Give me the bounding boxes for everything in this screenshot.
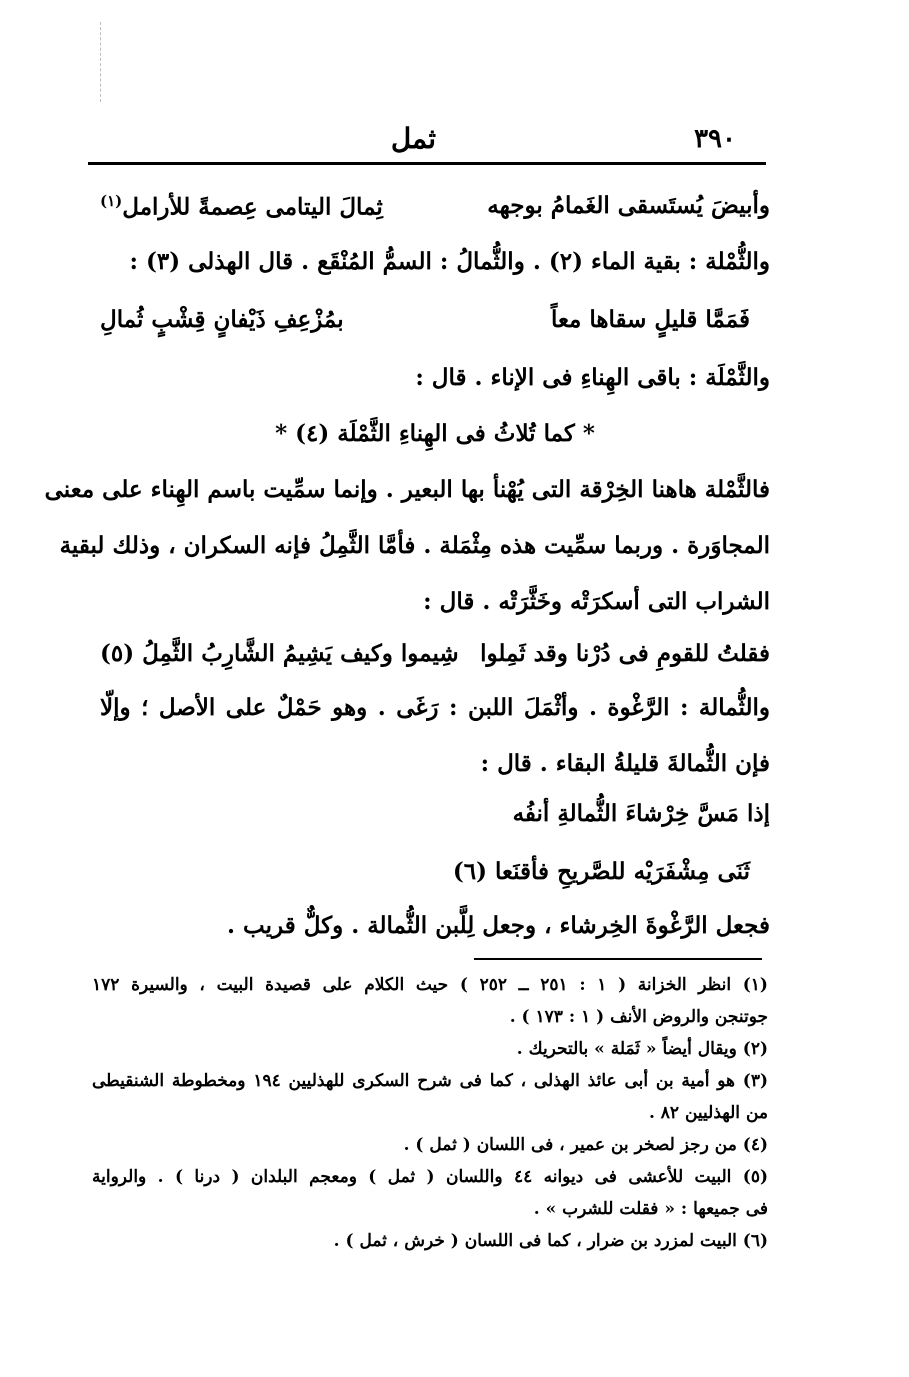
para-3-line-1: فجعل الرَّغْوةَ الخِرشاء ، وجعل لِلَّبن الثُّمالة . وكلٌّ قريب . — [227, 912, 770, 939]
verse-2 — [100, 306, 770, 346]
footnote-2: (٢) ويقال أيضاً « ثَمَلة » بالتحريك . — [516, 1039, 768, 1059]
para-1-line-1: فالثَّمْلة هاهنا الخِرْقة التى يُهْنأ بها البعير . وإنما سمِّيت باسم الهِناء على معنى — [44, 476, 770, 503]
verse-1-first-hemistich: وأبيضَ يُستَسقى الغَمامُ بوجهه — [487, 192, 770, 219]
footnote-4: (٤) من رجز لصخر بن عمير ، فى اللسان ( ثمل ) . — [403, 1135, 768, 1155]
scan-margin-mark — [100, 22, 102, 102]
footnote-5-line-1: (٥) البيت للأعشى فى ديوانه ٤٤ واللسان ( ثمل ) ومعجم البلدان ( درنا ) . والرواية — [92, 1167, 768, 1187]
verse-1-second-text: ثِمالَ اليتامى عِصمةً للأرامل — [122, 193, 383, 221]
footnote-rule — [474, 958, 762, 960]
verse-4-first-hemistich: إذا مَسَّ خِرْشاءَ الثُّمالةِ أنفُه — [512, 800, 770, 827]
footnote-5-line-2: فى جميعها : « فقلت للشرب » . — [533, 1199, 768, 1219]
verse-3 — [100, 640, 770, 680]
verse-3-first-hemistich: فقلتُ للقومِ فى دُرْنا وقد ثَمِلوا — [480, 640, 770, 667]
para-2-line-2: فإن الثُّمالةَ قليلةُ البقاء . قال : — [480, 750, 770, 777]
footnote-1-line-1: (١) انظر الخزانة ( ١ : ٢٥١ ــ ٢٥٢ ) حيث الكلام على قصيدة البيت ، والسيرة ١٧٢ — [92, 975, 768, 995]
verse-2-second-hemistich: بمُزْعِفِ ذَيْفانٍ قِشْبٍ ثُمالِ — [100, 306, 344, 333]
footnote-3-line-1: (٣) هو أمية بن أبى عائذ الهذلى ، كما فى شرح السكرى للهذليين ١٩٤ ومخطوطة الشنقيطى — [92, 1071, 768, 1091]
page-number: ٣٩٠ — [694, 124, 736, 154]
footnote-1-line-2: جوتنجن والروض الأنف ( ١ : ١٧٣ ) . — [509, 1007, 768, 1027]
footnote-3-line-2: من الهذليين ٨٢ . — [648, 1103, 768, 1123]
running-head: ثمل — [390, 122, 436, 155]
para-1-line-3: الشراب التى أسكرَتْه وخَثَّرَتْه . قال : — [423, 588, 770, 615]
footnote-6: (٦) البيت لمزرد بن ضرار ، كما فى اللسان ( خرش ، ثمل ) . — [333, 1231, 768, 1251]
para-2-line-1: والثُّمالة : الرَّغْوة . وأثْمَلَ اللبن : رَغَى . وهو حَمْلٌ على الأصل ؛ وإلّا — [100, 694, 770, 721]
verse-2-first-hemistich: فَمَمَّا قليلٍ سقاها معاً — [550, 306, 750, 333]
header-rule — [88, 162, 766, 165]
verse-4-second-hemistich: ثَنَى مِشْفَرَيْه للصَّريحِ فأقنَعا (٦) — [452, 858, 750, 885]
text-line-2: والثُّمْلة : بقية الماء (٢) . والثُّمالُ : السمُّ المُنْقَع . قال الهذلى (٣) : — [129, 248, 770, 275]
verse-1 — [100, 192, 770, 232]
verse-1-second-hemistich — [100, 192, 383, 221]
verse-3-second-hemistich: شِيموا وكيف يَشِيمُ الشَّارِبُ الثَّمِلُ (٥) — [100, 640, 459, 667]
para-1-line-2: المجاوَرة . وربما سمِّيت هذه مِثْمَلة . فأمَّا الثَّمِلُ فإنه السكران ، وذلك لبقية — [59, 532, 770, 559]
text-line-4: والثَّمْلَة : باقى الهِناءِ فى الإناء . قال : — [415, 364, 770, 391]
footnote-ref-1: (١) — [100, 192, 123, 210]
hemistich-line: * كما تُلاثُ فى الهِناءِ الثَّمْلَة (٤) * — [275, 420, 595, 447]
page-header — [88, 118, 766, 164]
